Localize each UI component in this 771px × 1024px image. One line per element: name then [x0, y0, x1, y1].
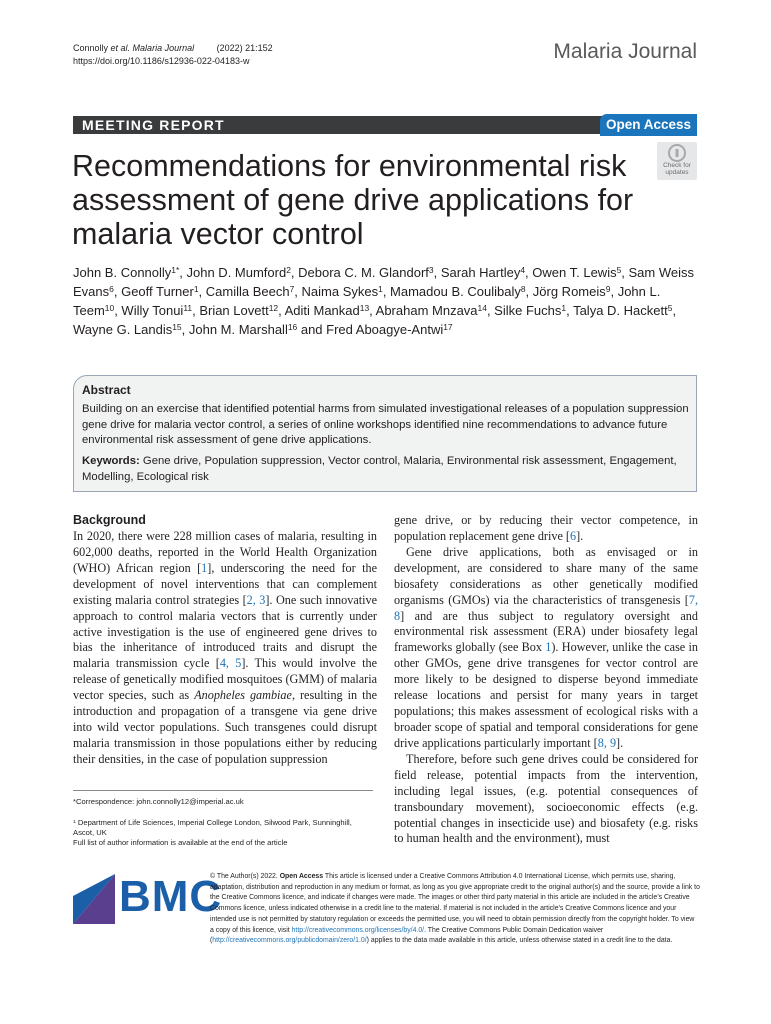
- article-title: Recommendations for environmental risk assessment of gene drive applications for malaria vector control: [72, 149, 634, 251]
- correspondence-note: *Correspondence: john.connolly12@imperial.ac.uk: [73, 797, 244, 806]
- author-name: Debora C. M. Glandorf$^3$: [298, 265, 434, 280]
- background-heading: Background: [73, 513, 146, 527]
- article-type-label: MEETING REPORT: [82, 117, 225, 133]
- author-name: Camilla Beech$^7$: [205, 284, 295, 299]
- cite-year: (2022) 21:152: [216, 43, 273, 53]
- body-paragraph: Gene drive applications, both as envisaged or in development, are considered to share many of the same biosafety considerations as other genetically modified organisms (GMOs) via the characteristics of transgenesis [7, 8] and are thus subject to regulatory oversight and environmental risk assessment (ERA) under biosafety legal frameworks globally (see Box 1). However, unlike the case in other GMOs, gene drive transgenes for vector control are more likely to be designed to disperse beyond immediate release locations and persist for many years in target populations; this makes assessment of ecological risks with a broader scope of spatial and temporal considerations for gene drive applications particularly important [8, 9].: [394, 544, 698, 750]
- author-name: John L. Teem$^{10}$: [73, 284, 661, 318]
- species-name: Anopheles gambiae: [194, 688, 292, 703]
- author-name: Silke Fuchs$^1$: [494, 303, 567, 318]
- keywords-list: Gene drive, Population suppression, Vector control, Malaria, Environmental risk assessment, Engagement, Modelling, Ecological risk: [82, 455, 677, 483]
- ref-link[interactable]: 4, 5: [219, 656, 242, 671]
- author-name: Jörg Romeis$^9$: [532, 284, 611, 299]
- keywords: [82, 454, 690, 485]
- journal-citation: [73, 42, 273, 54]
- bmc-logo-icon: [73, 874, 115, 924]
- background-paragraph: In 2020, there were 228 million cases of malaria, resulting in 602,000 deaths, reported in the World Health Organization (WHO) African region [1], underscoring the need for the development of novel interventions that can complement existing malaria control strategies [2, 3]. One such innovative approach to control malaria vectors that is currently under active investigation is the use of engineered gene drives to bias the inheritance of introduced traits and disrupt the malaria transmission cycle [4, 5]. This would involve the release of genetically modified mosquitoes (GMM) of malaria vector species, such as Anopheles gambiae, resulting in the introduction and propagation of a transgene via gene drive into wild vector populations. Such transgenes could disrupt malaria transmission in those populations either by reducing their densities, in the case of population suppression: [73, 529, 378, 766]
- author-name: Talya D. Hackett$^5$: [573, 303, 673, 318]
- body-paragraph: Therefore, before such gene drives could be considered for field release, potential impacts from the intervention, including legal issues, (e.g. potential consequences of transboundary movement), socioeconomic effects (e.g. potential changes in insecticide use) and biosafety (e.g. risks to human health and the environment), must: [394, 751, 698, 846]
- keywords-label: Keywords:: [82, 455, 140, 467]
- ref-link[interactable]: 2, 3: [246, 592, 266, 607]
- ref-link[interactable]: 6: [569, 528, 577, 543]
- doi-link[interactable]: https://doi.org/10.1186/s12936-022-04183-w: [73, 56, 250, 66]
- author-name: Wayne G. Landis$^{15}$: [73, 322, 182, 337]
- full-list-note: Full list of author information is available at the end of the article: [73, 838, 288, 847]
- author-name: John M. Marshall$^{16}$: [188, 322, 298, 337]
- author-name: Mamadou B. Coulibaly$^8$: [390, 284, 526, 299]
- check-for-updates-label: [657, 162, 697, 176]
- ref-link[interactable]: 8, 9: [597, 735, 617, 750]
- cc0-link[interactable]: http://creativecommons.org/publicdomain/zero/1.0/: [212, 937, 367, 945]
- footnote-divider: [73, 790, 373, 791]
- cite-author: Connolly: [73, 43, 109, 53]
- bmc-logo-text: BMC: [119, 872, 223, 921]
- author-name: Owen T. Lewis$^5$: [532, 265, 622, 280]
- author-name: Abraham Mnzava$^{14}$: [375, 303, 487, 318]
- crossmark-line2: updates: [665, 169, 689, 176]
- abstract-heading: Abstract: [82, 383, 131, 397]
- author-name: John D. Mumford$^2$: [186, 265, 291, 280]
- body-paragraph: gene drive, or by reducing their vector competence, in population replacement gene drive [6].: [394, 513, 698, 543]
- author-name: Willy Tonui$^{11}$: [121, 303, 193, 318]
- author-name: Fred Aboagye-Antwi$^{17}$: [326, 322, 453, 337]
- open-access-badge: Open Access: [600, 114, 697, 136]
- author-name: Geoff Turner$^1$: [121, 284, 199, 299]
- author-name: John B. Connolly$^{1*}$: [73, 265, 180, 280]
- affiliation-note: $^1$ Department of Life Sciences, Imperial College London, Silwood Park, Sunninghill, Ascot, UK Full list of author information is available at the end of the article: [73, 818, 373, 848]
- abstract-text: Building on an exercise that identified potential harms from simulated investigational releases of a population suppression gene drive for malaria vector control, a series of online workshops identified nine recommendations to advance future environmental risk assessment of gene drive applications.: [82, 403, 689, 446]
- author-name: Naima Sykes$^1$: [301, 284, 383, 299]
- author-name: Sam Weiss Evans$^6$: [73, 265, 695, 299]
- ref-link[interactable]: 1: [201, 560, 208, 575]
- ref-link[interactable]: 7, 8: [394, 592, 698, 623]
- license-link[interactable]: http://creativecommons.org/licenses/by/4.0/: [291, 926, 425, 934]
- box-link[interactable]: 1: [545, 640, 552, 655]
- crossmark-line1: Check for: [663, 162, 691, 169]
- license-statement: © The Author(s) 2022. Open Access This article is licensed under a Creative Commons Attribution 4.0 International License, which permits use, sharing, adaptation, distribution and reproduction in any medium or format, as long as you give appropriate credit to the original author(s) and the source, provide a link to the Creative Commons licence, and indicate if changes were made. The images or other third party material in this article are included in the article’s Creative Commons licence, unless indicated otherwise in a credit line to the material. If material is not included in the article’s Creative Commons licence and your intended use is not permitted by statutory regulation or exceeds the permitted use, you will need to obtain permission directly from the copyright holder. To view a copy of this licence, visit http://creativecommons.org/licenses/by/4.0/. The Creative Commons Public Domain Dedication waiver (http://creativecommons.org/publicdomain/zero/1.0/) applies to the data made available in this article, unless otherwise stated in a credit line to the data.: [210, 873, 700, 945]
- author-name: Aditi Mankad$^{13}$: [284, 303, 370, 318]
- right-column: [394, 513, 698, 847]
- author-name: Sarah Hartley$^4$: [440, 265, 526, 280]
- cite-journal: et al. Malaria Journal: [110, 43, 195, 53]
- journal-name: Malaria Journal: [553, 40, 697, 63]
- author-name: Brian Lovett$^{12}$: [199, 303, 279, 318]
- author-list: John B. Connolly$^{1*}$, John D. Mumford$^2$, Debora C. M. Glandorf$^3$, Sarah Hartley$^4$, Owen T. Lewis$^5$, Sam Weiss Evans$^6$, Geoff Turner$^1$, Camilla Beech$^7$, Naima Sykes$^1$, Mamadou B. Coulibaly$^8$, Jörg Romeis$^9$, John L. Teem$^{10}$, Willy Tonui$^{11}$, Brian Lovett$^{12}$, Aditi Mankad$^{13}$, Abraham Mnzava$^{14}$, Silke Fuchs$^1$, Talya D. Hackett$^5$, Wayne G. Landis$^{15}$, John M. Marshall$^{16}$ and Fred Aboagye-Antwi$^{17}$: [73, 265, 695, 337]
- left-column: [73, 529, 377, 768]
